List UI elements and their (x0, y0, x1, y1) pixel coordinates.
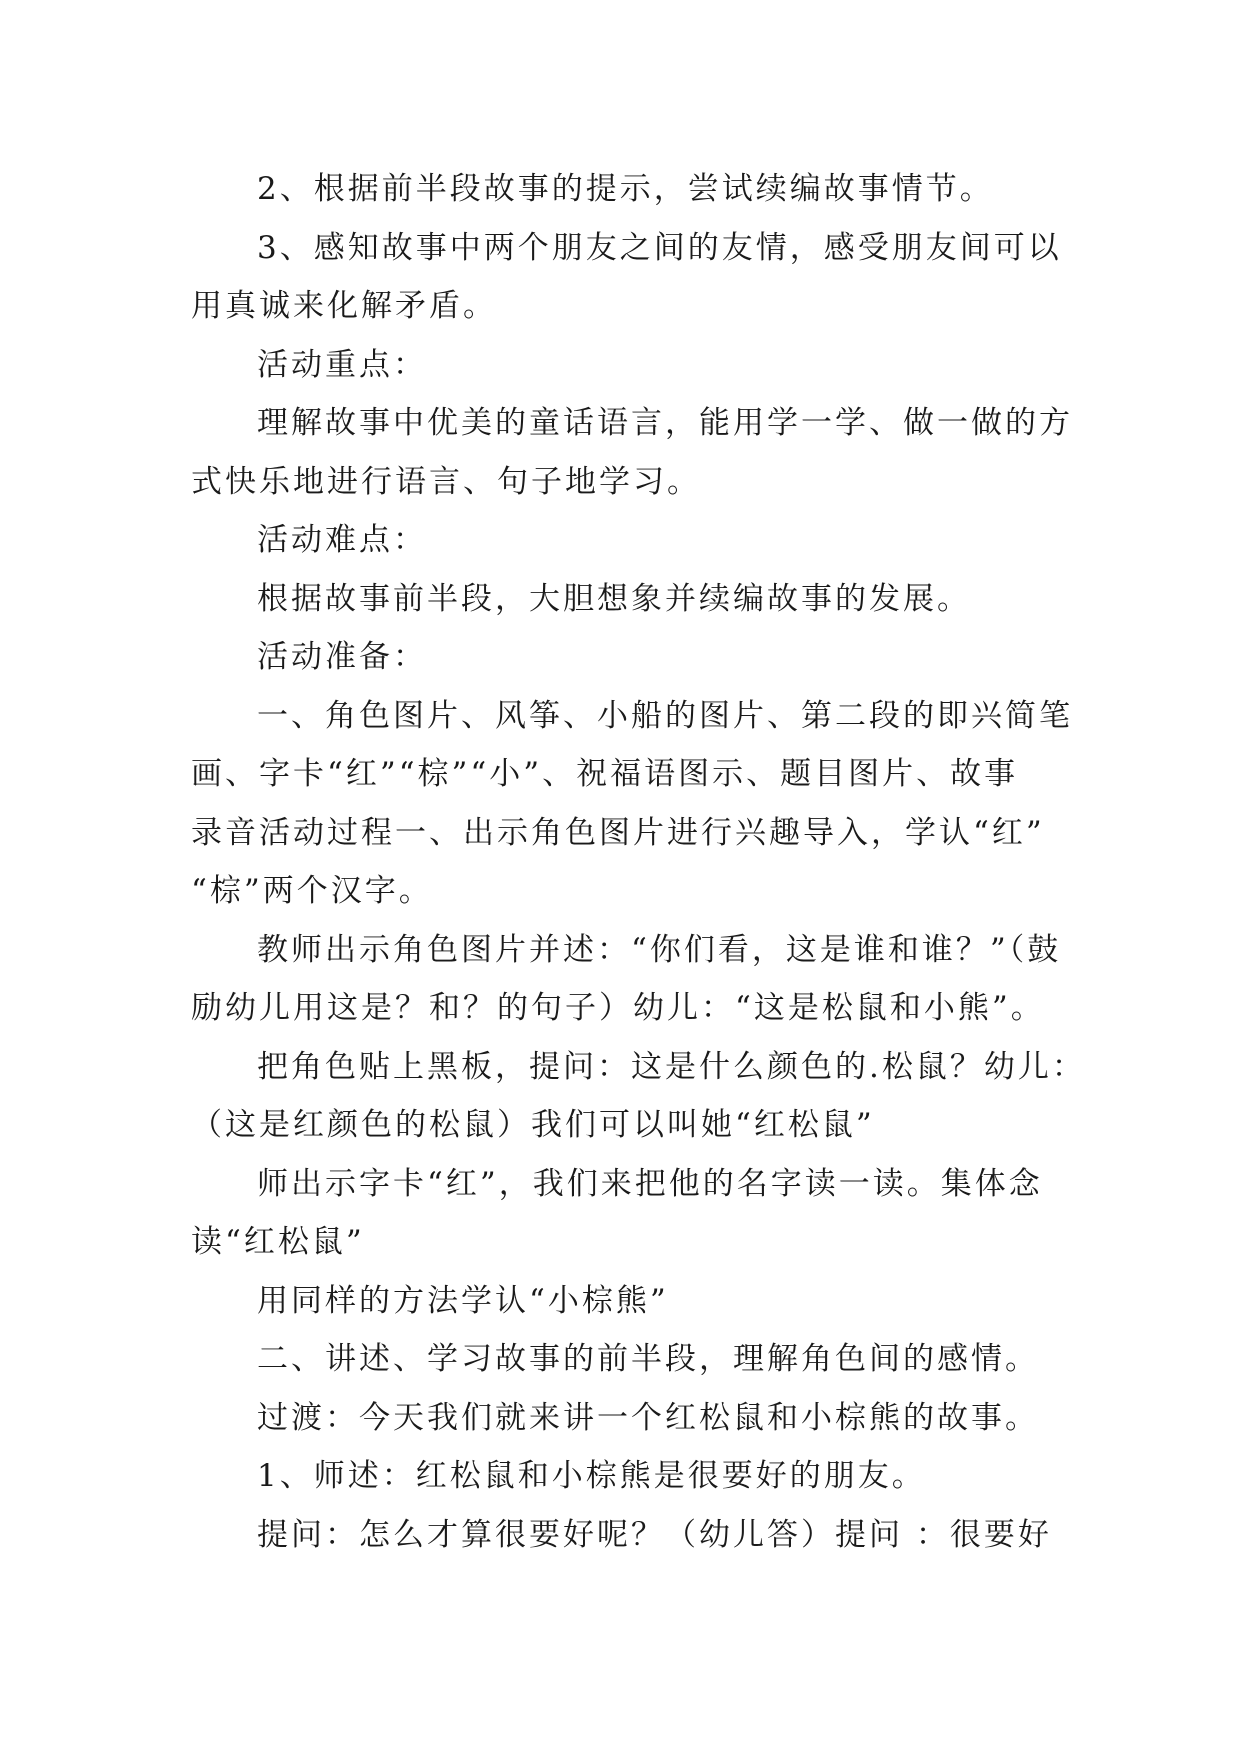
paragraph-line: 画、字卡“红”“棕”“小”、祝福语图示、题目图片、故事 (191, 756, 1019, 792)
paragraph-line: “棕”两个汉字。 (191, 873, 433, 909)
section-heading: 活动难点： (257, 522, 427, 558)
paragraph-line: 过渡：今天我们就来讲一个红松鼠和小棕熊的故事。 (257, 1399, 1039, 1436)
paragraph-line: 用同样的方法学认“小棕熊” (257, 1282, 669, 1319)
paragraph-line: 用真诚来化解矛盾。 (191, 288, 497, 324)
paragraph-line: （这是红颜色的松鼠）我们可以叫她“红松鼠” (191, 1107, 875, 1143)
paragraph-line: 式快乐地进行语言、句子地学习。 (191, 463, 701, 500)
paragraph-line: 一、角色图片、风筝、小船的图片、第二段的即兴简笔 (257, 697, 1073, 734)
paragraph-line: 教师出示角色图片并述：“你们看，这是谁和谁？”（鼓 (257, 931, 1062, 968)
section-heading: 活动重点： (257, 346, 427, 383)
paragraph-line: 把角色贴上黑板，提问：这是什么颜色的.松鼠？幼儿： (257, 1048, 1086, 1085)
section-heading: 活动准备： (257, 639, 427, 675)
paragraph-line: 录音活动过程一、出示角色图片进行兴趣导入，学认“红” (191, 814, 1045, 851)
document-body (191, 160, 1091, 1564)
paragraph-line: 3、感知故事中两个朋友之间的友情，感受朋友间可以 (257, 229, 1062, 266)
paragraph-line: 提问：怎么才算很要好呢？（幼儿答）提问 ：很要好 (257, 1516, 1052, 1553)
paragraph-line: 励幼儿用这是？和？的句子）幼儿：“这是松鼠和小熊”。 (191, 990, 1045, 1026)
paragraph-line: 2、根据前半段故事的提示，尝试续编故事情节。 (257, 171, 994, 207)
paragraph-line: 读“红松鼠” (191, 1224, 365, 1260)
paragraph-line: 根据故事前半段，大胆想象并续编故事的发展。 (257, 580, 971, 617)
paragraph-line: 理解故事中优美的童话语言，能用学一学、做一做的方 (257, 405, 1073, 441)
paragraph-line: 二、讲述、学习故事的前半段，理解角色间的感情。 (257, 1341, 1039, 1377)
paragraph-line: 1、师述：红松鼠和小棕熊是很要好的朋友。 (257, 1458, 926, 1494)
paragraph-line: 师出示字卡“红”，我们来把他的名字读一读。集体念 (257, 1165, 1043, 1202)
